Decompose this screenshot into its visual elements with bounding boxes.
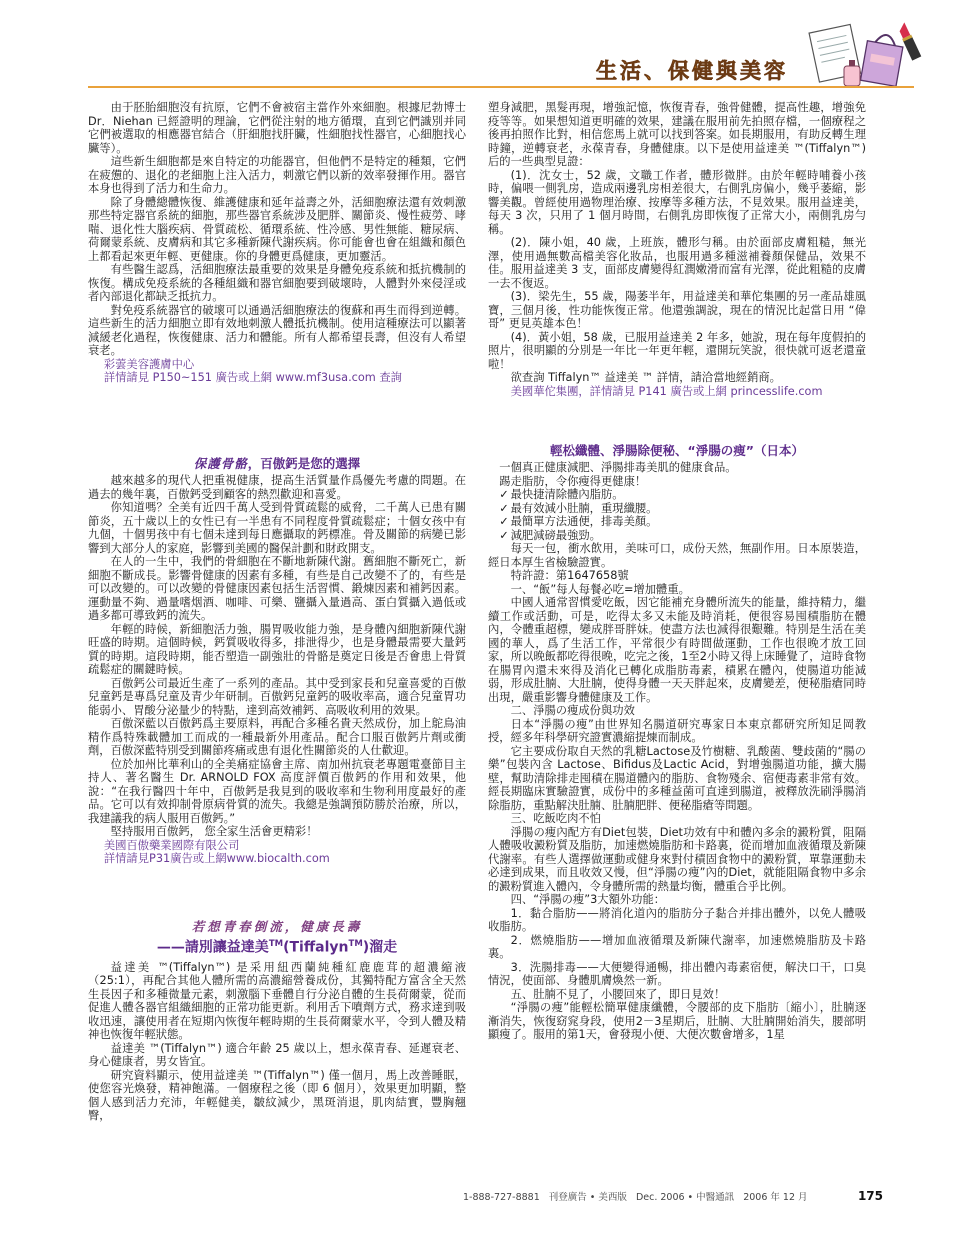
- article-paragraph: 年輕的時候，新細胞活力強，腸胃吸收能力強，是身體內細胞新陳代謝旺盛的時期。這個時候，鈣質吸收得多，排泄得少，也是身體最需要大量鈣質的時期。這段時期，能否塑造一副強壯的骨骼是奠定日後是否會患上骨質疏鬆症的關鍵時候。: [88, 622, 466, 676]
- page-number: 175: [857, 1189, 883, 1203]
- footer-phone: 1-888-727-8881: [463, 1192, 540, 1203]
- header-divider: [88, 86, 914, 88]
- checklist-item: [488, 488, 866, 502]
- tiffalyn-article: [88, 918, 466, 1162]
- intro-line: 踢走脂肪，令你瘦得更健康！: [499, 474, 647, 488]
- advertiser-name: 彩蕓美容護膚中心: [103, 357, 195, 371]
- license-number: 特許證：第1647658號: [510, 569, 629, 582]
- article-paragraph: 在人的一生中，我們的骨細胞在不斷地新陳代謝。舊細胞不斷死亡，新細胞不斷成長。影響骨健康的因素有多種，有些是自己改變不了的，有些是可以改變的。可以改變的骨健康因素包括生活習慣、鍛煉因素和補鈣因素。運動量不夠、過量嗜烟酒、咖啡、可樂、鹽攝入量過高、蛋白質攝入過低或過多都可導致鈣的流失。: [88, 555, 466, 622]
- article-paragraph: 百傲深藍以百傲鈣爲主要原料，再配合多種名貴天然成份，加上鴕鳥油精作爲特殊載體加工而成的一種最新外用產品。配合口服百傲鈣片劑或衝劑，百傲深藍特別受到關節疼痛或患有退化性關節炎的人仕歡迎。: [88, 717, 466, 757]
- article-paragraph: 它主要成份取自天然的乳糖Lactose及竹樹糖、乳酸菌、雙歧菌的“腸の樂”包裝內含 Lactose、Bifidus及Lactic Acid，對增強腸道功能，擴大腸壁，幫助清除排走囤積在腸道體內的脂肪、食物殘余、宿便毒素非常有效。經長期臨床實驗證實，成份中的多種益菌可直達到腸道，被釋放洗刷淨腸消除脂肪，重點解決肚腩、肚腩肥胖、便秘脂瘡等問題。: [488, 744, 866, 812]
- footer-date: 2006 年 12 月: [743, 1192, 808, 1203]
- subsection-heading: 五、肚腩不見了，小腰回來了，即日見效！: [510, 987, 726, 1001]
- slimming-article: [488, 443, 866, 1151]
- section-title-lead: 保護骨骼: [193, 456, 248, 471]
- footer-issue: Dec. 2006 • 中醫通訊: [635, 1192, 735, 1203]
- testimonial: (1)．沈女士，52 歲，文職工作者，體形微胖。由於年輕時哺養小孩時，偏喂一側乳房，造成兩邊乳房相差很大，右側乳房偏小，幾乎萎縮，影響美觀。曾經使用過物理治療、按摩等多種方法，不見效果。服用益達美，每天 3 次，只用了 1 個月時間，右側乳房即恢復了正常大小，兩側乳房勻稱。: [488, 168, 866, 236]
- header-decoration: [798, 12, 926, 92]
- inquiry-line: 欲查詢 Tiffalyn™ 益達美 ™ 詳情，請洽當地經銷商。: [510, 371, 781, 384]
- check-icon: ✓: [499, 488, 509, 501]
- article-paragraph: 每天一包，衝水飲用，美味可口，成份天然，無副作用。日本原裝造，經日本厚生省檢驗證實。: [488, 542, 866, 569]
- article-paragraph: 益達美 ™(Tiffalyn™) 適合年齡 25 歲以上，想永葆青春、延遲衰老、身心健康者，男女皆宜。: [88, 1041, 466, 1069]
- testimonial: (4)．黃小姐，58 歲，已服用益達美 2 年多，她說，現在每年度假拍的照片，很明顯的分別是一年比一年更年輕，還開玩笑說，很快就可返老還童啦！: [488, 330, 866, 371]
- section-header-title: 生活、保健與美容: [596, 59, 788, 83]
- testimonial: (2)．陳小姐，40 歲，上班族，體形勻稱。由於面部皮膚粗糙，無光澤，使用過無數高檔美容化妝品，也服用過多種滋補養顏保健品，效果不佳。服用益達美 3 支，面部皮膚變得紅潤嫩滑而富有光澤，從此粗糙的皮膚一去不復返。: [488, 236, 866, 290]
- article-paragraph: 有些醫生認爲，活細胞療法最重要的效果是身體免疫系統和抵抗機制的恢復。構成免疫系統的各種組織和器官細胞要到破壞時，人體對外來侵淫或者內部退化都缺乏抵抗力。: [88, 263, 466, 303]
- section-title: 輕松纖體、淨腸除便秘、“淨腸の痩”（日本）: [550, 443, 804, 458]
- article-paragraph: 位於加州比華利山的全美痛症協會主席、南加州抗衰老專題電臺節目主持人、著名醫生 Dr. ARNOLD FOX 高度評價百傲鈣的作用和效果，他說：“在我行醫四十年中，百傲鈣是我見到的吸收率和生物利用度最好的產品。它可以有效抑制骨原病骨質的流失。我總是強調預防勝於治療，所以，我建議我的病人服用百傲鈣。”: [88, 757, 466, 825]
- checklist-item: [488, 515, 866, 529]
- subtitle-part: ——請別讓益達美: [156, 939, 269, 956]
- check-icon: ✓: [499, 528, 509, 542]
- article-paragraph: 這些新生細胞都是來自特定的功能器官，但他們不是特定的種類，它們在疲憊的、退化的老細胞上注入活力，刺激它們以新的效率發揮作用。器官本身也得到了活力和生命力。: [88, 155, 466, 195]
- subsection-heading: 二、淨腸の痩成份與功效: [510, 704, 635, 717]
- feature-item: 3．洗腸排毒——大便變得通暢，排出體內毒素宿便，解決口干，口臭情況，使面部、身體肌膚煥然一新。: [488, 960, 866, 987]
- article-paragraph: 除了身體總體恢復、維護健康和延年益壽之外，活細胞療法還有效刺激那些特定器官系統的細胞，那些器官系統涉及肥胖、關節炎、慢性疲勞、哮喘、退化性大腦疾病、骨質疏松、循環系統、性冷感、男性無能、糖尿病、荷爾蒙系統、皮膚病和其它多種新陳代謝疾病。你可能會也會在組織和顏色上都看起來更年輕、更健康。你的身體更爲健康，更加靈活。: [88, 195, 466, 263]
- section-title-rest: ，百傲鈣是您的選擇: [247, 456, 361, 471]
- feature-item: 1．黏合脂肪——將消化道內的脂肪分子黏合并排出體外，以免人體吸收脂肪。: [488, 906, 866, 933]
- page-footer: [463, 1189, 883, 1205]
- footer-edition: 刊登廣告 • 美西版: [548, 1192, 627, 1203]
- article-paragraph: “淨腸の痩”能輕松簡單健康纖體，令腰部的皮下脂肪〔縮小〕，肚腩逐漸消失，恢復窈窕身段，使用2－3星期后，肚腩、大肚腩開始消失，腰部明顯瘦了。服用的第1天，會發現小便、大便次數會增多，1星: [488, 1001, 866, 1041]
- article-paragraph: 淨腸の痩內配方有Diet包裝，Diet功效有中和體內多余的澱粉質，阻隔人體吸收澱粉質及脂肪，加速燃燒脂肪和卡路裏，從而增加血液循環及新陳代謝率。有些人選擇做運動或健身來對付積固食物中的澱粉質，單靠運動未必達到成果，而且收效又慢，但“淨腸の痩”內的Diet，就能阻隔食物中多余的澱粉質進入體內，令身體所需的熱量均衡，體重合乎比例。: [488, 825, 866, 893]
- article-paragraph: 對免疫系統器官的破壞可以通過活細胞療法的復蘇和再生而得到逆轉。這些新生的活力細胞立即有效地刺激人體抵抗機制。使用這種療法可以顯著減緩老化過程，恢復健康、活力和體能。所有人都希望長壽，但沒有人希望衰老。: [88, 303, 466, 357]
- advertiser-details: 詳情請見 P150~151 廣告或上網 www.mf3usa.com 查詢: [103, 371, 402, 384]
- article-paragraph: 中國人通常習慣愛吃飯，因它能補充身體所流失的能量，維持精力，繼續工作或活動，可是，吃得太多又未能及時消耗，便很容易囤積脂肪在體內，令體重超標，變成胖哥胖妹。使盡方法也減得很艱難。特別是生活在美國的華人，爲了生活工作，平常很少有時間做運動，工作也很晚才放工回家，所以晚飯都吃得很晚，吃完之後，1至2小時又得上床睡覺了，這時食物在腸胃內還未來得及消化已轉化成脂肪毒素，積累在體內，使腸道功能減弱，形成肚腩、大肚腩，使得身體一天天胖起來，皮膚變差，便秘脂瘡同時出現，嚴重影響身體健康及工作。: [488, 596, 866, 704]
- article-paragraph: 研究資料顯示，使用益達美 ™(Tiffalyn™) 僅一個月，馬上改善睡眠，使您容光煥發，精神飽滿。一個療程之後（即 6 個月），效果更加明顯，整個人感到活力充沛，年輕健美，皺紋減少，黑斑消退，肌肉結實，豐胸翹臀，: [88, 1068, 466, 1123]
- trademark-mark: TM: [268, 939, 284, 949]
- article-paragraph: 塑身減肥，黑髮再現，增強記憶，恢復青春，強骨健體，提高性趣，增強免疫等等。如果想知道更明確的效果，建議在服用前先拍照存檔，一個療程之後再拍照作比對，相信您馬上就可以找到答案。如長期服用，有助反轉生理時鐘，逆轉衰老，永葆青春，身體健康。以下是使用益達美 ™(Tiffalyn™) 后的一些典型見證：: [488, 101, 866, 168]
- closing-line: 堅持服用百傲鈣， 您全家生活會更精彩！: [110, 825, 318, 838]
- intro-line: 一個真正健康減肥、淨腸排毒美肌的健康食品。: [499, 461, 737, 474]
- article-paragraph: 由于胚胎細胞沒有抗原，它們不會被宿主當作外來細胞。根據尼勃博士 Dr．Niehan 已經證明的理論，它們從注射的地方循環，直到它們識別并同它們被選取的相應器官結合（肝細胞找肝臟，性細胞找性器官，心細胞找心臟等）。: [88, 101, 466, 155]
- article-paragraph: 益達美 ™(Tiffalyn™) 是采用紐西蘭純種紅鹿鹿茸的超濃縮液（25:1），再配合其他人體所需的高濃縮營養成份，其獨特配方富含全天然生長因子和多種微量元素，刺激腦下垂體自行分泌自體的生長荷爾蒙，從而促進人體各器官組織細胞的正常功能更新。利用舌下噴劑方式，務求達到吸收迅速，讓使用者在短期內恢復年輕時期的生長荷爾蒙水平，令到人體及精神也恢復年輕狀態。: [88, 960, 466, 1042]
- advertiser-name: 美國百傲藥業國際有限公司: [103, 838, 240, 852]
- subsection-heading: 三、吃飯吃肉不怕: [510, 812, 601, 825]
- tiffalyn-article-continued: [488, 101, 866, 415]
- article-paragraph: 日本“淨腸の痩”由世界知名腸道研究專家日本東京都研究所知足岡教授，經多年科學研究證實濃縮提煉而制成。: [488, 717, 866, 744]
- calcium-article: [88, 456, 466, 893]
- testimonial: (3)．梁先生，55 歲，陽萎半年，用益達美和華佗集團的另一產品雄風寶，三個月後，性功能恢復正常。他還強調說，現在的情況比起當日用 “偉哥” 更見英雄本色！: [488, 290, 866, 330]
- article-paragraph: 你知道嗎？全美有近四千萬人受到骨質疏鬆的威脅，二千萬人已患有關節炎，五十歲以上的女性已有一半患有不同程度骨質疏鬆症；十個女孩中有九個，十個男孩中有七個未達到每日應攝取的鈣標准。骨及關節的病變已影響到大部分人的家庭，影響到美國的醫保計劃和財政開支。: [88, 501, 466, 555]
- section-subtitle: [88, 935, 466, 958]
- section-title: [88, 456, 466, 472]
- checklist-text: 減肥減磅最強勁。: [510, 528, 601, 542]
- subtitle-part: (Tiffalyn: [283, 939, 349, 956]
- checklist-item: [488, 529, 866, 543]
- article-paragraph: 百傲鈣公司最近生產了一系列的產品。其中受到家長和兒童喜愛的百傲兒童鈣是專爲兒童及青少年研制。百傲鈣兒童鈣的吸收率高，適合兒童胃功能弱小、胃酸分泌量少的特點，達到高效補鈣、高吸收利用的效果。: [88, 676, 466, 717]
- stemcell-article: [88, 101, 466, 431]
- checklist-text: 最快捷清除體內脂肪。: [510, 488, 624, 501]
- checklist-text: 最有效減小肚腩，重現纖腰。: [510, 501, 658, 515]
- subtitle-part: )溜走: [362, 939, 398, 956]
- section-title: 若想青春倒流，健康長壽: [191, 919, 363, 934]
- advertiser-details: 美國華佗集團，詳情請見 P141 廣告或上網 princesslife.com: [510, 384, 823, 398]
- shopping-bag-icon: [860, 32, 904, 87]
- check-icon: ✓: [499, 515, 509, 528]
- advertiser-details: 詳情請見P31廣告或上網www.biocalth.com: [103, 852, 330, 865]
- article-paragraph: 越來越多的現代人把重視健康，提高生活質量作爲優先考慮的問題。在過去的幾年裏，百傲鈣受到顧客的熱烈歡迎和喜愛。: [88, 474, 466, 501]
- subsection-heading: 一、“飯”每人每餐必吃=增加體重。: [510, 582, 690, 596]
- subsection-heading: 四、“淨腸の痩”3大額外功能：: [510, 893, 666, 906]
- checklist-text: 最簡單方法通便，排毒美顏。: [510, 515, 658, 528]
- trademark-mark: TM: [348, 939, 363, 949]
- feature-item: 2．燃燒脂肪——增加血液循環及新陳代謝率，加速燃燒脂肪及卡路裏。: [488, 933, 866, 960]
- check-icon: ✓: [499, 501, 509, 515]
- checklist-item: [488, 502, 866, 516]
